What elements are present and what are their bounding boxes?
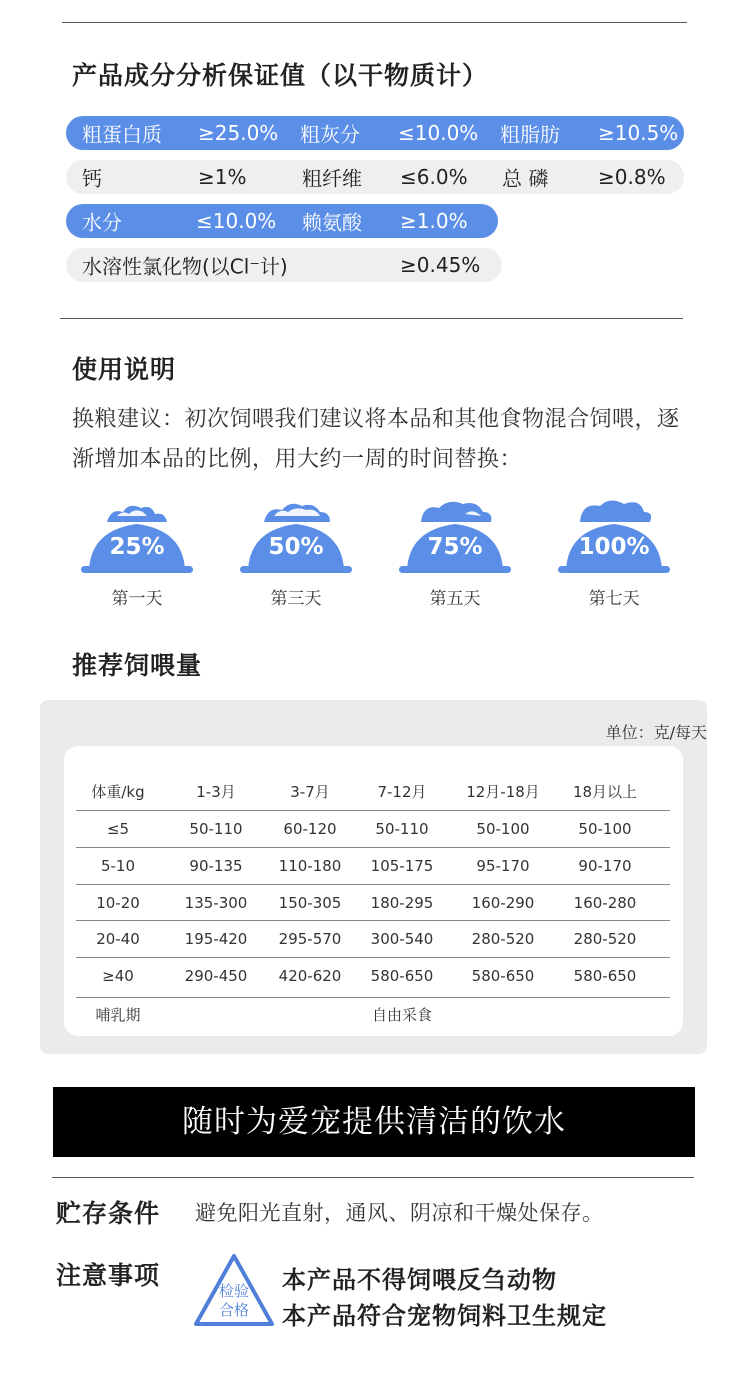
step-day: 第七天	[588, 589, 640, 609]
table-cell: 160-280	[573, 894, 637, 912]
analysis-label: 粗脂肪	[500, 122, 560, 147]
badge-line: 合格	[218, 1301, 249, 1319]
analysis-label: 钙	[82, 166, 102, 191]
analysis-label: 粗灰分	[300, 122, 360, 147]
storage-text: 避免阳光直射，通风、阴凉和干燥处保存。	[195, 1201, 604, 1225]
analysis-label: 粗纤维	[302, 166, 362, 191]
analysis-row-3	[66, 204, 498, 238]
table-cell: 哺乳期	[95, 1006, 141, 1024]
analysis-value: ≥10.5%	[598, 121, 679, 145]
analysis-value: ≥0.8%	[598, 165, 666, 189]
table-cell: 50-100	[578, 820, 632, 838]
table-row-lactation	[76, 997, 670, 1033]
table-cell: ≥40	[102, 967, 134, 985]
table-row	[76, 811, 670, 847]
table-header: 3-7月	[290, 783, 330, 801]
table-cell: 135-300	[184, 894, 248, 912]
analysis-value: ≥1%	[198, 165, 247, 189]
analysis-value: ≥25.0%	[198, 121, 279, 145]
inspection-passed-triangle-icon	[192, 1250, 276, 1330]
analysis-label: 水溶性氯化物(以Cl⁻计)	[82, 254, 288, 279]
table-cell: 280-520	[471, 930, 535, 948]
analysis-row-2	[66, 160, 684, 194]
table-cell: 195-420	[184, 930, 248, 948]
analysis-row-1	[66, 116, 684, 150]
step-percent: 25%	[109, 534, 165, 560]
table-cell: 90-135	[189, 857, 243, 875]
analysis-value: ≥1.0%	[400, 209, 468, 233]
table-header: 18月以上	[572, 783, 638, 801]
table-cell: ≤5	[106, 820, 130, 838]
water-reminder-banner	[53, 1087, 695, 1157]
step-day: 第五天	[429, 589, 481, 609]
transition-step	[77, 500, 197, 610]
table-cell: 110-180	[278, 857, 342, 875]
badge-line: 检验	[218, 1282, 249, 1300]
table-header: 1-3月	[196, 783, 236, 801]
table-cell: 160-290	[471, 894, 535, 912]
table-cell: 5-10	[100, 857, 136, 875]
table-cell: 自由采食	[371, 1006, 432, 1024]
analysis-value: ≥0.45%	[400, 253, 481, 277]
notice-line: 本产品不得饲喂反刍动物	[282, 1266, 557, 1294]
analysis-title: 产品成分分析保证值（以干物质计）	[72, 61, 489, 90]
table-cell: 10-20	[96, 894, 140, 912]
table-cell: 105-175	[370, 857, 434, 875]
table-cell: 580-650	[370, 967, 434, 985]
analysis-label: 粗蛋白质	[82, 122, 162, 147]
notice-line: 本产品符合宠物饲料卫生规定	[282, 1302, 607, 1330]
table-cell: 150-305	[278, 894, 342, 912]
section-divider	[60, 318, 683, 319]
analysis-label: 水分	[82, 210, 122, 235]
table-cell: 50-110	[375, 820, 429, 838]
table-cell: 50-100	[476, 820, 530, 838]
step-day: 第三天	[270, 589, 322, 609]
table-cell: 60-120	[283, 820, 337, 838]
table-cell: 295-570	[278, 930, 342, 948]
table-row	[76, 885, 670, 921]
table-cell: 95-170	[476, 857, 530, 875]
notes-label: 注意事项	[56, 1261, 161, 1290]
storage-label: 贮存条件	[56, 1199, 161, 1228]
table-header: 7-12月	[377, 783, 427, 801]
banner-text: 随时为爱宠提供清洁的饮水	[182, 1104, 566, 1140]
usage-title: 使用说明	[72, 355, 177, 384]
table-header-row	[76, 774, 670, 810]
table-header: 体重/kg	[91, 783, 145, 801]
table-cell: 290-450	[184, 967, 248, 985]
feeding-title: 推荐饲喂量	[72, 651, 203, 680]
table-cell: 20-40	[96, 930, 140, 948]
transition-step	[395, 500, 515, 610]
table-cell: 280-520	[573, 930, 637, 948]
analysis-label: 赖氨酸	[302, 210, 362, 235]
analysis-label: 总 磷	[502, 166, 549, 191]
feeding-unit: 单位：克/每天	[605, 723, 707, 742]
table-header: 12月-18月	[466, 783, 540, 801]
transition-step	[554, 500, 674, 610]
table-row	[76, 958, 670, 994]
table-cell: 180-295	[370, 894, 434, 912]
step-percent: 50%	[268, 534, 324, 560]
step-percent: 75%	[427, 534, 483, 560]
transition-step	[236, 500, 356, 610]
usage-text: 换粮建议：初次饲喂我们建议将本品和其他食物混合饲喂，逐渐增加本品的比例，用大约一周的时间替换：	[72, 407, 680, 472]
table-row	[76, 848, 670, 884]
table-cell: 50-110	[189, 820, 243, 838]
table-cell: 90-170	[578, 857, 632, 875]
analysis-value: ≤6.0%	[400, 165, 468, 189]
section-divider	[52, 1177, 694, 1178]
table-cell: 420-620	[278, 967, 342, 985]
table-cell: 580-650	[573, 967, 637, 985]
top-divider	[62, 22, 687, 23]
analysis-value: ≤10.0%	[398, 121, 479, 145]
analysis-row-4	[66, 248, 502, 282]
analysis-value: ≤10.0%	[196, 209, 277, 233]
table-cell: 580-650	[471, 967, 535, 985]
step-day: 第一天	[111, 589, 163, 609]
step-percent: 100%	[578, 534, 650, 560]
table-cell: 300-540	[370, 930, 434, 948]
table-row	[76, 921, 670, 957]
